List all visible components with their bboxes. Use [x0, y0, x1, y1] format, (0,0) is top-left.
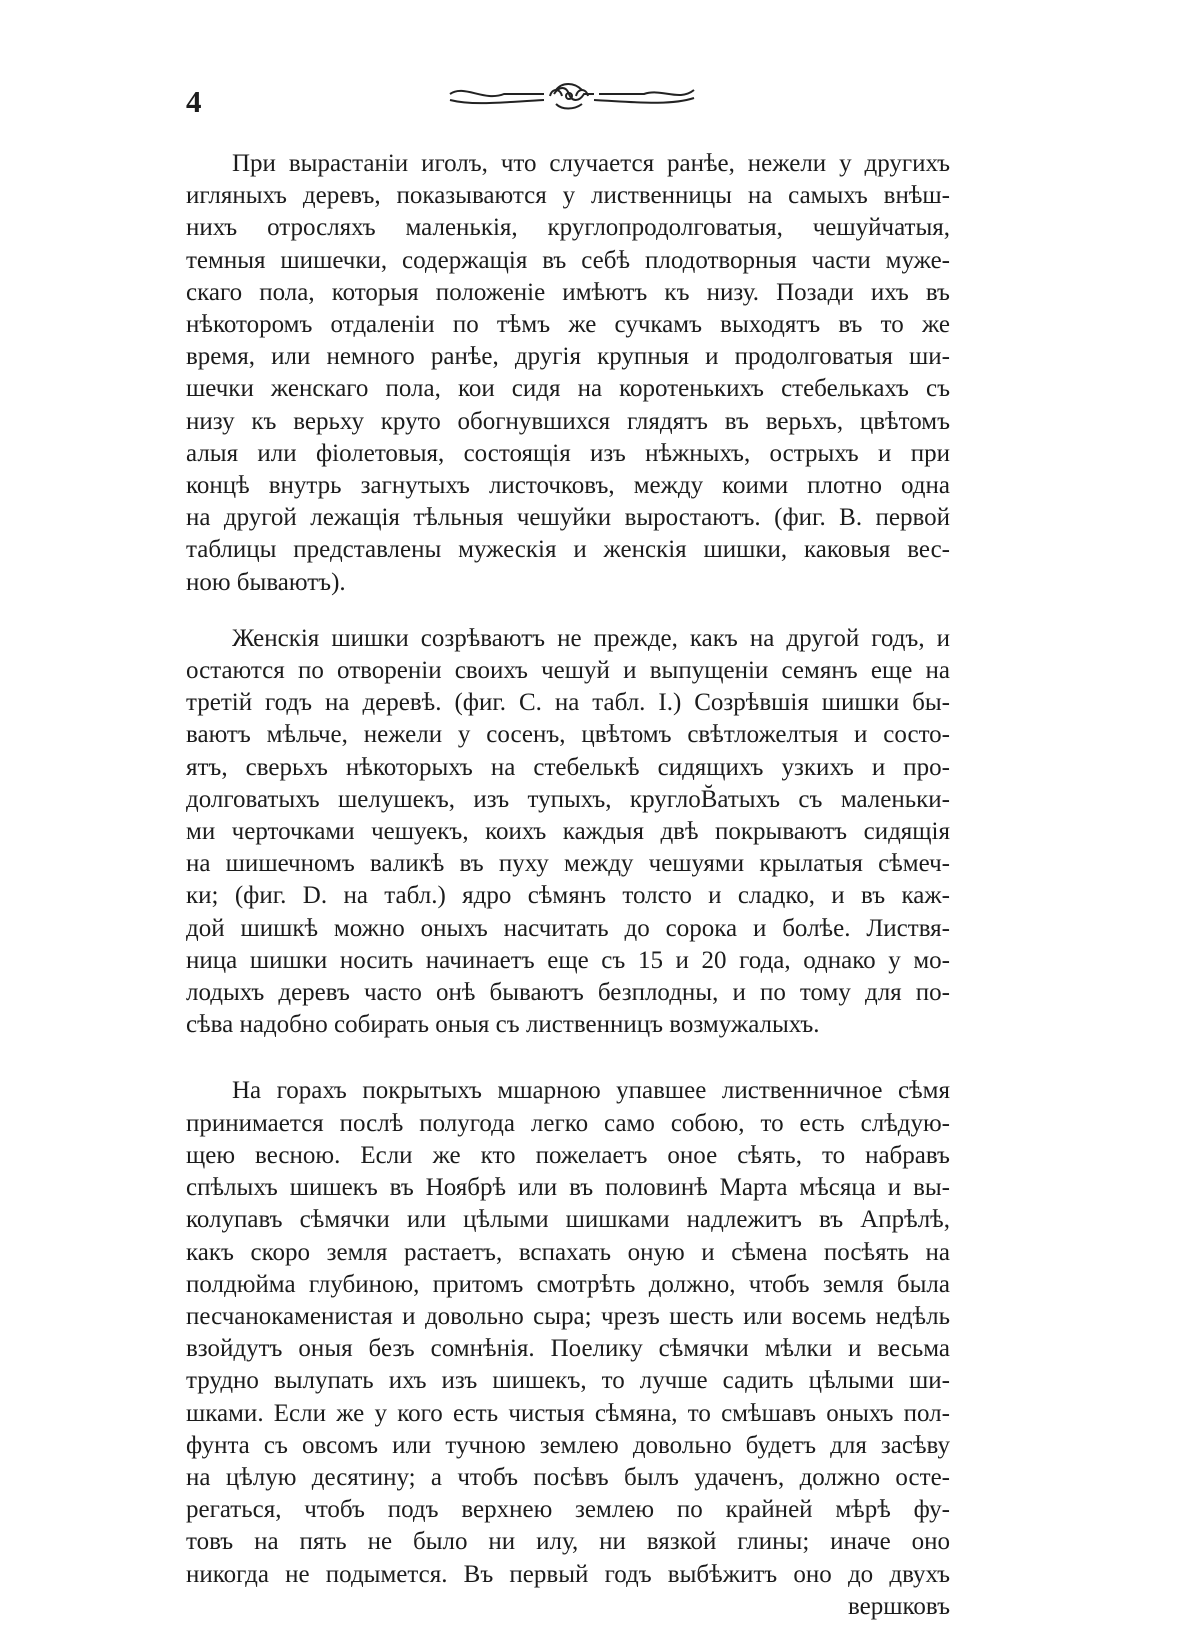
text-line: таблицы представлены мужескiя и женскiя шишки, каковыя вес-: [186, 536, 950, 564]
text-line: нихъ отросляхъ маленькiя, круглопродолговатыя, чешуйчатыя,: [186, 214, 950, 242]
text-line: шками. Если же у кого есть чистыя сѣмяна, то смѣшавъ оныхъ пол-: [186, 1399, 950, 1427]
text-line: на шишечномъ валикѣ въ пуху между чешуями крылатыя сѣмеч-: [186, 850, 950, 878]
text-line: третiй годъ на деревѣ. (фиг. С. на табл. I.) Созрѣвшiя шишки бы-: [186, 689, 950, 717]
paragraph-3: [186, 1075, 950, 1590]
text-line: принимается послѣ полугода легко само собою, то есть слѣдую-: [186, 1109, 950, 1137]
text-line: фунта съ овсомъ или тучною землею довольно будетъ для засѣву: [186, 1431, 950, 1459]
text-line: какъ скоро земля растаетъ, вспахать оную и сѣмена посѣять на: [186, 1238, 950, 1266]
text-line: на цѣлую десятину; а чтобъ посѣвъ былъ удаченъ, должно осте-: [186, 1463, 950, 1491]
text-line: низу къ верьху круто обогнувшихся глядятъ въ верьхъ, цвѣтомъ: [186, 407, 950, 435]
text-line: взойдутъ оныя безъ сомнѣнiя. Поелику сѣмячки мѣлки и весьма: [186, 1335, 950, 1363]
text-line: спѣлыхъ шишекъ въ Ноябрѣ или въ половинѣ Марта мѣсяца и вы-: [186, 1174, 950, 1202]
catchword-row: [186, 1591, 950, 1625]
floral-headpiece-ornament-icon: [444, 80, 699, 112]
text-line: полдюйма глубиною, притомъ смотрѣть должно, чтобъ земля была: [186, 1270, 950, 1298]
text-line: регаться, чтобъ подъ верхнею землею по крайней мѣрѣ фу-: [186, 1496, 950, 1524]
text-line: алыя или фiолетовыя, состоящiя изъ нѣжныхъ, острыхъ и при: [186, 439, 950, 467]
text-line: остаются по отворенiи своихъ чешуй и выпущенiи семянъ еще на: [186, 657, 950, 685]
text-line: лодыхъ деревъ часто онѣ бываютъ безплодны, и по тому для по-: [186, 979, 950, 1007]
text-line: трудно вылупать ихъ изъ шишекъ, то лучше садить цѣлыми ши-: [186, 1367, 950, 1395]
text-line: песчанокаменистая и довольно сыра; чрезъ шесть или восемь недѣль: [186, 1302, 950, 1330]
text-line: ки; (фиг. D. на табл.) ядро сѣмянъ толсто и сладко, и въ каж-: [186, 882, 950, 910]
text-line: ятъ, сверьхъ нѣкоторыхъ на стебелькѣ сидящихъ узкихъ и про-: [186, 753, 950, 781]
text-line: нѣкоторомъ отдаленiи по тѣмъ же сучкамъ выходятъ въ то же: [186, 311, 950, 339]
text-line: игляныхъ деревъ, показываются у лиственницы на самыхъ внѣш-: [186, 182, 950, 210]
catchword: вершковъ: [848, 1592, 950, 1620]
text-line: долговатыхъ шелушекъ, изъ тупыхъ, круглоB̆атыхъ съ маленьки-: [186, 785, 950, 813]
text-line: товъ на пять не было ни илу, ни вязкой глины; иначе оно: [186, 1528, 950, 1556]
text-line: время, или немного ранѣе, другiя крупныя и продолговатыя ши-: [186, 343, 950, 371]
text-line: ница шишки носить начинаетъ еще съ 15 и 20 года, однако у мо-: [186, 946, 950, 974]
text-line: скаго пола, которыя положенiе имѣютъ къ низу. Позади ихъ въ: [186, 278, 950, 306]
text-line: темныя шишечки, содержащiя въ себѣ плодотворныя части муже-: [186, 246, 950, 274]
text-line: ми черточками чешуекъ, коихъ каждыя двѣ покрываютъ сидящiя: [186, 818, 950, 846]
text-line: На горахъ покрытыхъ мшарною упавшее лиственничное сѣмя: [232, 1077, 950, 1105]
paragraph-gap: [186, 1041, 950, 1075]
text-line: Женскiя шишки созрѣваютъ не прежде, какъ на другой годъ, и: [232, 624, 950, 652]
text-line: ною бываютъ).: [186, 568, 346, 596]
body-text: [186, 148, 950, 1625]
paragraph-gap: [186, 599, 950, 623]
page-number: 4: [186, 84, 202, 119]
text-line: никогда не подымется. Въ первый годъ выбѣжитъ оно до двухъ: [186, 1560, 950, 1588]
text-line: дой шишкѣ можно оныхъ насчитать до сорока и болѣе. Листвя-: [186, 914, 950, 942]
paragraph-1: [186, 148, 950, 599]
text-line: ваютъ мѣльче, нежели у сосенъ, цвѣтомъ свѣтложелтыя и состо-: [186, 721, 950, 749]
text-line: шечки женскаго пола, кои сидя на коротенькихъ стебелькахъ съ: [186, 375, 950, 403]
text-line: концѣ внутрь загнутыхъ листочковъ, между коими плотно одна: [186, 472, 950, 500]
text-line: колупавъ сѣмячки или цѣлыми шишками надлежитъ въ Апрѣлѣ,: [186, 1206, 950, 1234]
paragraph-2: [186, 623, 950, 1042]
text-line: При вырастанiи иголъ, что случается ранѣе, нежели у другихъ: [232, 150, 950, 177]
text-line: на другой лежащiя тѣльныя чешуйки выростаютъ. (фиг. В. первой: [186, 504, 950, 532]
text-line: сѣва надобно собирать оныя съ лиственницъ возмужалыхъ.: [186, 1011, 820, 1039]
text-line: щею весною. Если же кто пожелаетъ оное сѣять, то набравъ: [186, 1141, 950, 1169]
